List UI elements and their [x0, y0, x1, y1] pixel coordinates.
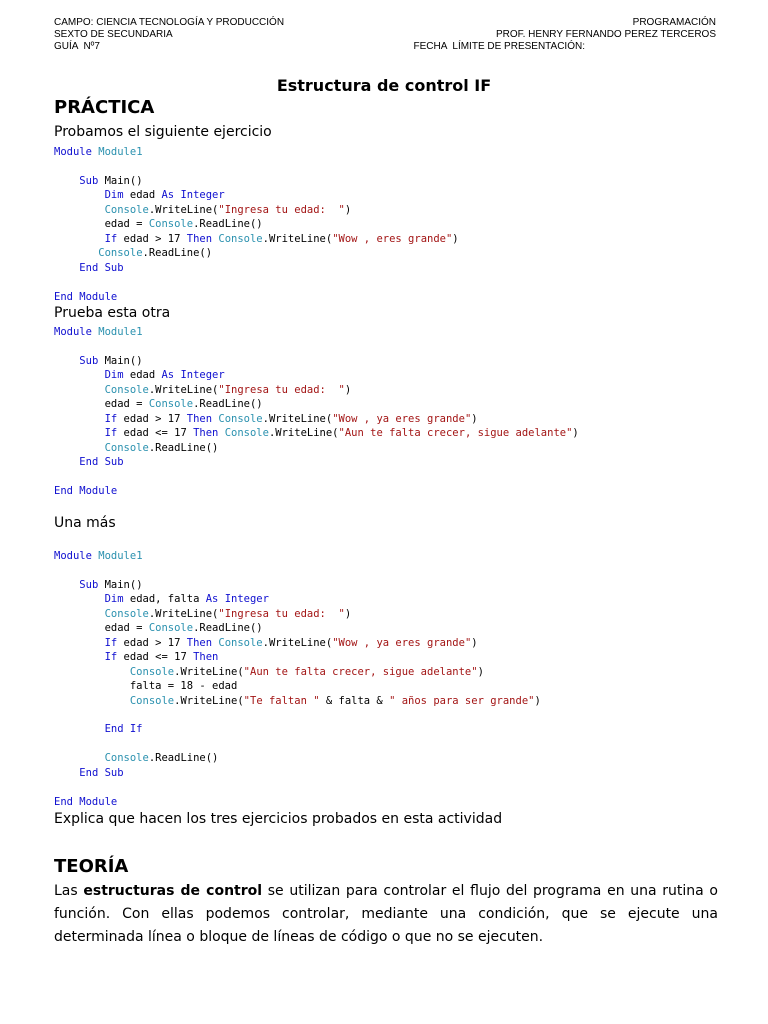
- theory-heading: TEORÍA: [54, 856, 129, 877]
- code-token: ): [471, 412, 478, 425]
- header-grade: SEXTO DE SECUNDARIA: [54, 29, 173, 40]
- code-token: Dim: [104, 189, 130, 202]
- theory-text-start: Las: [54, 883, 84, 899]
- code-block-2: [54, 325, 579, 498]
- code-token: edad =: [54, 622, 149, 635]
- code-token: Main(): [104, 174, 143, 187]
- code-token: [54, 695, 130, 707]
- code-token: Console: [224, 427, 269, 440]
- code-token: Console: [148, 622, 194, 635]
- code-token: "Ingresa tu edad: ": [218, 607, 345, 620]
- code-token: edad > 17: [123, 232, 187, 245]
- code-line: [54, 383, 579, 397]
- header-teacher: PROF. HENRY FERNANDO PEREZ TERCEROS: [495, 29, 716, 40]
- code-token: [54, 767, 79, 779]
- code-line: [54, 679, 541, 693]
- code-token: [54, 723, 105, 735]
- code-token: [54, 413, 105, 425]
- header-campo: CAMPO: CIENCIA TECNOLOGÍA Y PRODUCCIÓN: [54, 17, 285, 28]
- code-token: If: [104, 412, 124, 425]
- code-token: [54, 189, 105, 201]
- code-token: "Ingresa tu edad: ": [218, 203, 345, 216]
- code-token: Console: [218, 232, 263, 245]
- code-line: [54, 412, 579, 426]
- code-token: Module1: [98, 146, 143, 158]
- code-token: Console: [148, 218, 194, 231]
- code-token: End Sub: [79, 261, 124, 274]
- code-token: [54, 752, 105, 764]
- code-line: [54, 188, 459, 202]
- code-token: [54, 247, 98, 259]
- code-token: edad, falta: [129, 593, 206, 606]
- code-token: .WriteLine(: [174, 665, 244, 678]
- code-line: [54, 339, 579, 353]
- code-token: Then: [186, 232, 219, 245]
- code-line: [54, 766, 541, 780]
- header-row-3: [54, 41, 716, 53]
- code-token: "Ingresa tu edad: ": [218, 383, 345, 396]
- code-token: ): [471, 636, 478, 649]
- code-line: [54, 694, 541, 708]
- code-token: Sub: [79, 354, 105, 367]
- code-token: As Integer: [161, 369, 225, 382]
- code-line: [54, 290, 459, 304]
- code-token: ): [344, 203, 352, 216]
- code-token: Console: [104, 607, 149, 620]
- code-token: edad =: [54, 398, 149, 411]
- code-token: [54, 593, 105, 605]
- code-token: [54, 666, 130, 678]
- theory-bold-term: estructuras de control: [83, 883, 263, 899]
- code-token: End Module: [54, 290, 118, 303]
- code-token: [54, 204, 105, 216]
- code-token: edad > 17: [123, 412, 187, 425]
- code-line: [54, 636, 541, 650]
- code-token: edad <= 17: [123, 651, 194, 664]
- code-token: .WriteLine(: [148, 383, 219, 396]
- code-token: Console: [104, 383, 149, 396]
- code-token: [54, 262, 79, 274]
- practice-heading: PRÁCTICA: [54, 97, 155, 118]
- code-token: [54, 233, 105, 245]
- code-token: .ReadLine(): [193, 218, 263, 231]
- code-token: edad =: [54, 218, 149, 231]
- code-token: "Aun te falta crecer, sigue adelante": [243, 665, 478, 678]
- code-line: [54, 368, 579, 382]
- theory-paragraph: [54, 880, 718, 949]
- code-token: Console: [148, 398, 194, 411]
- code-line: [54, 722, 541, 736]
- code-token: As Integer: [205, 593, 269, 606]
- code-token: Sub: [79, 578, 105, 591]
- code-line: [54, 217, 459, 231]
- code-block-3: [54, 549, 541, 809]
- practice-intro-1: Probamos el siguiente ejercicio: [54, 124, 272, 140]
- code-token: ): [344, 607, 352, 620]
- code-token: [54, 384, 105, 396]
- header-guide: GUÍA Nº7: [54, 41, 100, 52]
- code-token: "Wow , ya eres grande": [332, 636, 472, 649]
- code-token: ): [344, 383, 352, 396]
- code-token: Module1: [98, 550, 143, 562]
- code-token: As Integer: [161, 189, 225, 202]
- code-token: End Sub: [79, 456, 124, 469]
- code-token: edad > 17: [123, 636, 187, 649]
- code-token: .ReadLine(): [193, 622, 263, 635]
- code-token: [54, 637, 105, 649]
- code-token: .ReadLine(): [193, 398, 263, 411]
- code-token: Main(): [104, 354, 143, 367]
- page-title: Estructura de control IF: [276, 76, 492, 95]
- code-token: [54, 608, 105, 620]
- code-token: End Module: [54, 484, 118, 497]
- code-token: Console: [104, 752, 149, 765]
- code-token: .ReadLine(): [148, 441, 219, 454]
- code-token: [54, 355, 79, 367]
- code-token: .WriteLine(: [174, 694, 244, 707]
- code-line: [54, 751, 541, 765]
- code-token: .WriteLine(: [262, 636, 333, 649]
- code-token: Console: [104, 441, 149, 454]
- code-token: [54, 579, 79, 591]
- code-line: [54, 795, 541, 809]
- code-line: [54, 174, 459, 188]
- code-token: Then: [186, 412, 219, 425]
- code-token: End Module: [54, 795, 118, 808]
- code-token: Sub: [79, 174, 105, 187]
- code-line: [54, 232, 459, 246]
- header-subject: PROGRAMACIÓN: [632, 17, 716, 28]
- code-line: [54, 261, 459, 275]
- code-token: If: [104, 427, 124, 440]
- code-token: End Sub: [79, 766, 124, 779]
- code-token: "Wow , eres grande": [332, 232, 453, 245]
- code-token: .WriteLine(: [262, 232, 333, 245]
- code-token: & falta &: [319, 694, 390, 707]
- theory-text-rest: se utilizan para controlar el flujo del programa en una rutina o función. Con ellas podemos controlar, mediante una condición, que se ejecute una determinada línea o bloque de líneas de código o que no se ejecuten.: [54, 883, 718, 945]
- code-block-1: [54, 145, 459, 304]
- code-line: [54, 397, 579, 411]
- code-token: .WriteLine(: [148, 203, 219, 216]
- code-token: Console: [98, 247, 143, 260]
- header-due-date: FECHA LÍMITE DE PRESENTACIÓN:: [413, 41, 585, 52]
- code-line: [54, 159, 459, 173]
- code-token: Dim: [104, 593, 130, 606]
- code-token: "Te faltan ": [243, 694, 320, 707]
- code-token: [54, 427, 105, 439]
- code-token: Dim: [104, 369, 130, 382]
- code-token: Console: [218, 636, 263, 649]
- code-line: [54, 203, 459, 217]
- code-token: Then: [193, 427, 225, 440]
- code-line: [54, 737, 541, 751]
- code-line: [54, 650, 541, 664]
- code-token: Module: [54, 326, 99, 338]
- code-token: ): [452, 232, 459, 245]
- practice-intro-2: Prueba esta otra: [54, 305, 171, 321]
- code-line: [54, 484, 579, 498]
- code-line: [54, 708, 541, 722]
- code-line: [54, 578, 541, 592]
- code-line: [54, 470, 579, 484]
- code-token: [54, 456, 79, 468]
- code-token: "Aun te falta crecer, sigue adelante": [338, 427, 573, 440]
- code-token: "Wow , ya eres grande": [332, 412, 472, 425]
- code-token: .WriteLine(: [262, 412, 333, 425]
- code-token: Then: [186, 636, 219, 649]
- code-line: [54, 607, 541, 621]
- code-line: [54, 145, 459, 159]
- code-token: edad: [129, 189, 162, 202]
- code-token: Then: [193, 651, 219, 664]
- code-line: [54, 426, 579, 440]
- code-token: Console: [129, 665, 175, 678]
- code-token: If: [104, 651, 124, 664]
- header-row-2: [54, 29, 716, 41]
- code-line: [54, 275, 459, 289]
- code-line: [54, 563, 541, 577]
- code-token: Console: [129, 694, 175, 707]
- code-token: Module: [54, 146, 99, 158]
- code-token: .WriteLine(: [268, 427, 339, 440]
- code-token: Main(): [104, 578, 143, 591]
- code-token: [54, 651, 105, 663]
- code-token: Console: [104, 203, 149, 216]
- code-token: End If: [104, 723, 143, 736]
- code-line: [54, 441, 579, 455]
- code-token: ): [477, 665, 484, 678]
- code-token: " años para ser grande": [389, 694, 535, 707]
- code-token: .ReadLine(): [148, 752, 219, 765]
- code-token: .WriteLine(: [148, 607, 219, 620]
- code-token: ): [572, 427, 579, 440]
- header-row-1: [54, 17, 716, 29]
- code-token: Module1: [98, 326, 143, 338]
- code-line: [54, 246, 459, 260]
- code-token: .ReadLine(): [142, 247, 213, 260]
- code-token: edad <= 17: [123, 427, 194, 440]
- practice-intro-3: Una más: [54, 515, 116, 531]
- code-token: ): [534, 694, 541, 707]
- code-token: falta = 18 - edad: [54, 680, 238, 693]
- code-line: [54, 549, 541, 563]
- code-line: [54, 621, 541, 635]
- code-line: [54, 592, 541, 606]
- code-token: Module: [54, 550, 99, 562]
- page-header: [54, 17, 716, 53]
- code-line: [54, 354, 579, 368]
- code-token: [54, 369, 105, 381]
- code-token: [54, 442, 105, 454]
- code-token: If: [104, 636, 124, 649]
- code-line: [54, 325, 579, 339]
- code-token: If: [104, 232, 124, 245]
- practice-question: Explica que hacen los tres ejercicios probados en esta actividad: [54, 811, 503, 827]
- code-token: Console: [218, 412, 263, 425]
- code-token: [54, 175, 79, 187]
- code-line: [54, 665, 541, 679]
- code-line: [54, 780, 541, 794]
- code-token: edad: [129, 369, 162, 382]
- code-line: [54, 455, 579, 469]
